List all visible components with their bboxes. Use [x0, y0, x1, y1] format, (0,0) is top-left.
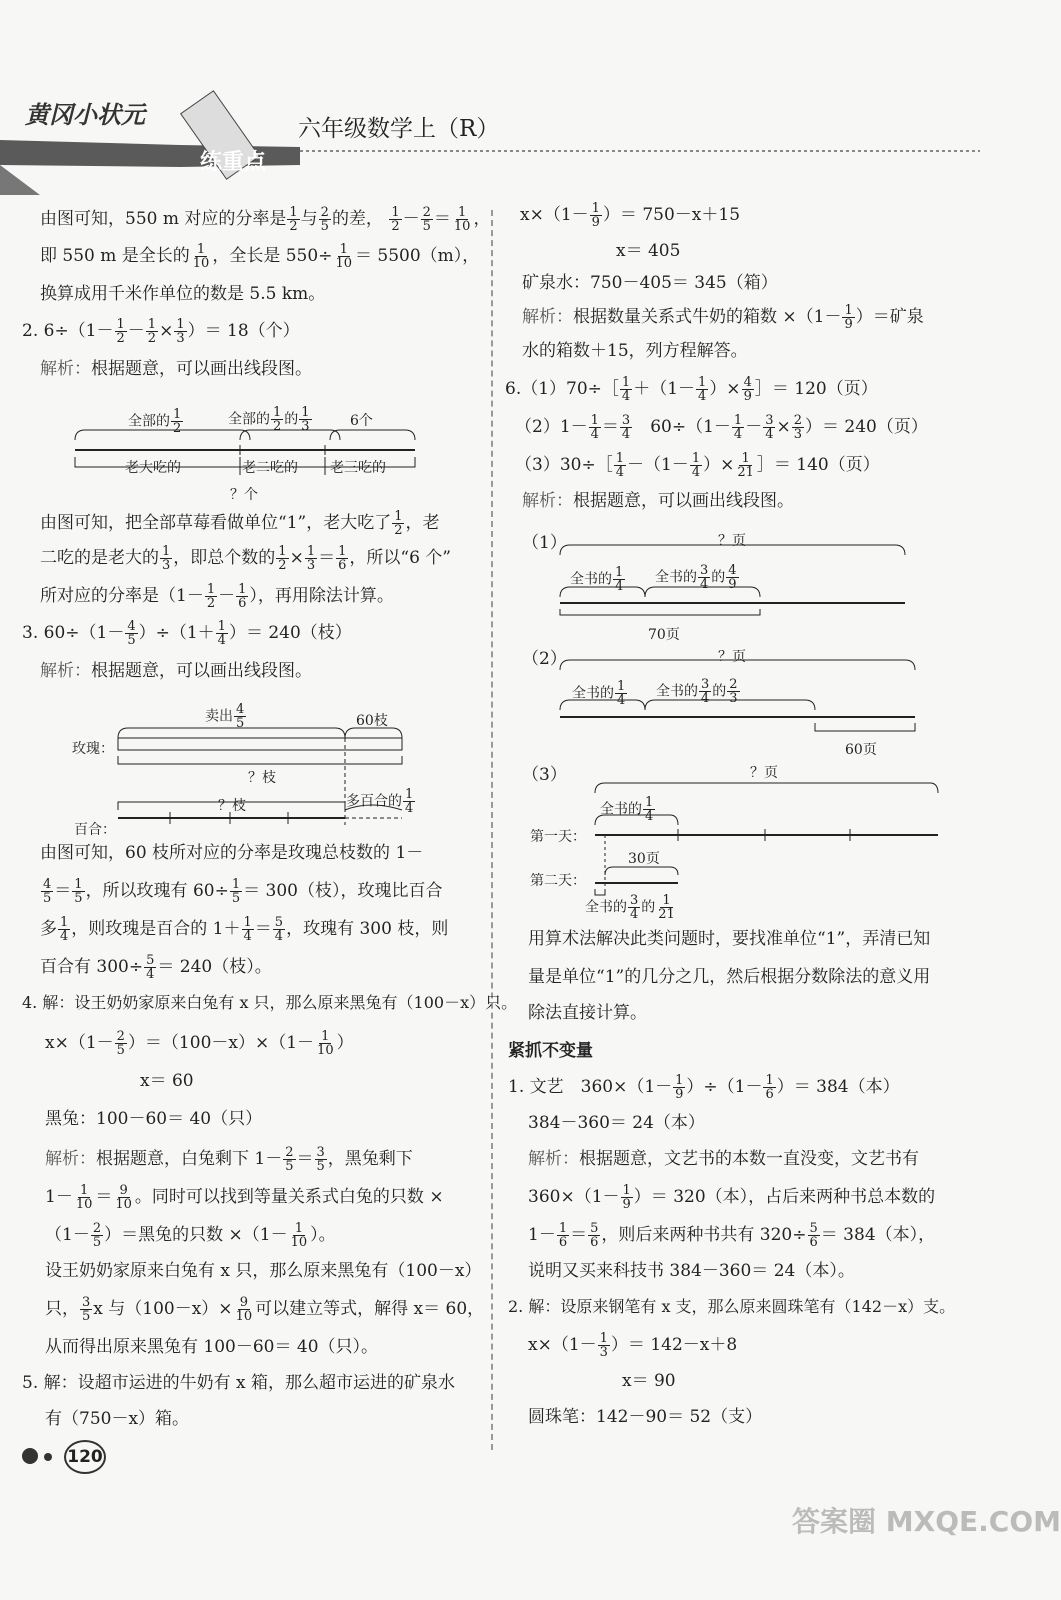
section-title: 紧抓不变量 — [508, 1041, 593, 1061]
p2-line-1: 由图可知，把全部草莓看做单位“1”，老大吃了 $\frac{1}{2}$ ，老 — [40, 509, 440, 538]
q2-analysis: 解析：根据题意，可以画出线段图。 — [40, 359, 312, 379]
subtitle: 练重点 — [200, 149, 267, 175]
t-q2: 2. 解：设原来钢笔有 x 支，那么原来圆珠笔有（142－x）支。 — [508, 1297, 956, 1316]
q4-analysis-6: 从而得出原来黑兔有 100－60＝ 40（只）。 — [45, 1337, 379, 1357]
d2-q2: ？枝 — [218, 798, 246, 814]
d1-top-1: 全部的 $\frac{1}{2}$ — [128, 407, 182, 436]
s2-b: 全书的 $\frac{3}{4}$ 的 $\frac{2}{3}$ — [656, 677, 738, 706]
q6-analysis: 解析：根据题意，可以画出线段图。 — [522, 491, 794, 511]
q6-2: （2）1－ $\frac{1}{4}$ ＝ $\frac{3}{4}$ 60÷（1－ $\frac{1}{4}$ － $\frac{3}{4}$ × $\frac{2}{3}$ ）＝ 240（页） — [515, 413, 928, 442]
column-divider — [491, 210, 493, 1450]
s3-total: ？页 — [750, 765, 778, 781]
t-eq-2: 384－360＝ 24（本） — [528, 1113, 705, 1133]
d1-total: ？个 — [230, 487, 258, 503]
q4-analysis-4: 设王奶奶家原来白兔有 x 只，那么原来黑兔有（100－x） — [45, 1261, 482, 1281]
t-eq-1: 1. 文艺 360×（1－ $\frac{1}{9}$ ）÷（1－ $\frac{1}{6}$ ）＝ 384（本） — [508, 1073, 900, 1102]
p3-line-3: 多 $\frac{1}{4}$ ，则玫瑰是百合的 1＋ $\frac{1}{4}$ ＝ $\frac{5}{4}$ ，玫瑰有 300 枝，则 — [40, 915, 449, 944]
d1-bot-3: 老三吃的 — [330, 460, 386, 476]
s1-a: 全书的 $\frac{1}{4}$ — [570, 565, 624, 594]
d1-top-3: 6个 — [350, 413, 373, 429]
d2-more: 多百合的 $\frac{1}{4}$ — [346, 787, 414, 816]
d3-3-brace-30 — [605, 867, 678, 875]
s1-label: （1） — [522, 533, 567, 553]
s1-total: ？页 — [718, 533, 746, 549]
brace-top-3 — [330, 430, 415, 440]
q4-setup: 4. 解：设王奶奶家原来白兔有 x 只，那么原来黑兔有（100－x）只。 — [22, 993, 518, 1012]
bullet-icon — [22, 1448, 38, 1464]
left-line-3: 换算成用千米作单位的数是 5.5 km。 — [40, 284, 326, 304]
left-line-2: 即 550 m 是全长的 $\frac{1}{10}$ ，全长是 550÷ $\frac{1}{10}$ ＝ 5500（m）， — [40, 242, 480, 271]
r-eq-2: x＝ 405 — [616, 241, 681, 261]
t-eq-4: x＝ 90 — [622, 1371, 676, 1391]
q4-equation: x×（1－ $\frac{2}{5}$ ）＝（100－x）×（1－ $\frac{1}{10}$ ） — [45, 1029, 354, 1058]
q4-x: x＝ 60 — [140, 1071, 194, 1091]
s1-70: 70页 — [648, 627, 680, 643]
d1-bot-2: 老二吃的 — [242, 460, 298, 476]
s2-a: 全书的 $\frac{1}{4}$ — [572, 679, 626, 708]
q4-analysis-5: 只， $\frac{3}{5}$ x 与（100－x）× $\frac{9}{10}$ 可以建立等式，解得 x＝ 60， — [45, 1295, 485, 1324]
left-line-1: 由图可知，550 m 对应的分率是 $\frac{1}{2}$ 与 $\frac{2}{5}$ 的差， $\frac{1}{2}$ － $\frac{2}{5}$ ＝ $\frac{1}{10}$ ， — [40, 205, 491, 234]
s1-b: 全书的 $\frac{3}{4}$ 的 $\frac{4}{9}$ — [655, 563, 737, 592]
explain-1: 用算术法解决此类问题时，要找准单位“1”，弄清已知 — [528, 929, 931, 949]
q2-equation: 2. 6÷（1－ $\frac{1}{2}$ － $\frac{1}{2}$ × $\frac{1}{3}$ ）＝ 18（个） — [22, 317, 300, 346]
r-analysis-2: 水的箱数＋15，列方程解答。 — [522, 341, 748, 361]
s2-total: ？页 — [718, 649, 746, 665]
r-analysis-1: 解析：根据数量关系式牛奶的箱数 ×（1－ $\frac{1}{9}$ ）＝矿泉 — [522, 303, 924, 332]
d1-bot-1: 老大吃的 — [125, 460, 181, 476]
d1-top-2: 全部的 $\frac{1}{2}$ 的 $\frac{1}{3}$ — [228, 405, 310, 434]
d2-sell: 卖出 $\frac{4}{5}$ — [205, 702, 245, 731]
r-eq-3: 矿泉水：750－405＝ 345（箱） — [522, 273, 778, 293]
s2-label: （2） — [522, 649, 567, 669]
bullet-small-icon — [44, 1453, 52, 1461]
d3-1-brace-70 — [560, 609, 760, 615]
q4-analysis-3: （1－ $\frac{2}{5}$ ）＝黑兔的只数 ×（1－ $\frac{1}{10}$ ）。 — [45, 1221, 336, 1250]
q6-1: 6.（1）70÷［ $\frac{1}{4}$ ＋（1－ $\frac{1}{4}$ ）× $\frac{4}{9}$ ］＝ 120（页） — [505, 375, 878, 404]
q5-line-2: 有（750－x）箱。 — [45, 1409, 190, 1429]
d2-60: 60枝 — [356, 713, 388, 729]
q4-analysis-2: 1－ $\frac{1}{10}$ ＝ $\frac{9}{10}$ 。同时可以找到等量关系式白兔的只数 × — [45, 1183, 444, 1212]
rose-bar — [118, 738, 402, 750]
r-eq-1: x×（1－ $\frac{1}{9}$ ）＝ 750－x＋15 — [520, 201, 741, 230]
t-analysis-3: 1－ $\frac{1}{6}$ ＝ $\frac{5}{6}$ ，则后来两种书共有 320÷ $\frac{5}{6}$ ＝ 384（本）， — [528, 1221, 936, 1250]
t-analysis-2: 360×（1－ $\frac{1}{9}$ ）＝ 320（本），占后来两种书总本数的 — [528, 1183, 936, 1212]
brace-rose-total — [118, 756, 402, 764]
d3-2-brace-60 — [815, 723, 915, 731]
s3-label: （3） — [522, 765, 567, 785]
p2-line-2: 二吃的是老大的 $\frac{1}{3}$ ，即总个数的 $\frac{1}{2}$ × $\frac{1}{3}$ ＝ $\frac{1}{6}$ ，所以“6 个” — [40, 544, 451, 573]
s2-60: 60页 — [845, 742, 877, 758]
d2-rose: 玫瑰： — [72, 741, 114, 757]
logo-text: 黄冈小状元 — [25, 100, 145, 129]
t-eq-3: x×（1－ $\frac{1}{3}$ ）＝ 142－x＋8 — [528, 1331, 738, 1360]
q4-analysis-1: 解析：根据题意，白兔剩下 1－ $\frac{2}{5}$ ＝ $\frac{3}{5}$ ，黑兔剩下 — [45, 1145, 413, 1174]
d2-q1: ？枝 — [248, 770, 276, 786]
q3-equation: 3. 60÷（1－ $\frac{4}{5}$ ）÷（1＋ $\frac{1}{4}$ ）＝ 240（枝） — [22, 619, 352, 648]
d2-lily: 百合： — [74, 822, 116, 838]
d3-3-brace-top — [595, 783, 938, 793]
p3-line-2: $\frac{4}{5}$ ＝ $\frac{1}{5}$ ，所以玫瑰有 60÷ $\frac{1}{5}$ ＝ 300（枝），玫瑰比百合 — [43, 877, 443, 906]
watermark: 答案圈 MXQE.COM — [792, 1505, 1061, 1538]
s3-day2: 第二天： — [530, 873, 586, 889]
p3-line-4: 百合有 300÷ $\frac{5}{4}$ ＝ 240（枝）。 — [40, 953, 272, 982]
p3-line-1: 由图可知，60 枝所对应的分率是玫瑰总枝数的 1－ — [40, 843, 424, 863]
s3-b: 全书的 $\frac{3}{4}$ 的 $\frac{1}{21}$ — [585, 893, 675, 922]
t-analysis-4: 说明又买来科技书 384－360＝ 24（本）。 — [528, 1261, 855, 1281]
explain-2: 量是单位“1”的几分之几，然后根据分数除法的意义用 — [528, 967, 931, 987]
q6-3: （3）30÷［ $\frac{1}{4}$ －（1－ $\frac{1}{4}$ ）× $\frac{1}{21}$ ］＝ 140（页） — [515, 451, 880, 480]
s3-a: 全书的 $\frac{1}{4}$ — [600, 795, 654, 824]
p2-line-3: 所对应的分率是（1－ $\frac{1}{2}$ － $\frac{1}{6}$ ），再用除法计算。 — [40, 582, 394, 611]
book-title: 六年级数学上（R） — [298, 116, 500, 142]
t-eq-5: 圆珠笔：142－90＝ 52（支） — [528, 1407, 763, 1427]
q3-analysis: 解析：根据题意，可以画出线段图。 — [40, 661, 312, 681]
s3-30: 30页 — [628, 851, 660, 867]
t-analysis-1: 解析：根据题意，文艺书的本数一直没变，文艺书有 — [528, 1149, 919, 1169]
page-number: 120 — [64, 1440, 106, 1474]
q4-black: 黑兔：100－60＝ 40（只） — [45, 1109, 263, 1129]
explain-3: 除法直接计算。 — [528, 1003, 647, 1023]
q5-line-1: 5. 解：设超市运进的牛奶有 x 箱，那么超市运进的矿泉水 — [22, 1373, 456, 1393]
triangle-ruler-icon — [0, 165, 40, 195]
s3-day1: 第一天： — [530, 829, 586, 845]
